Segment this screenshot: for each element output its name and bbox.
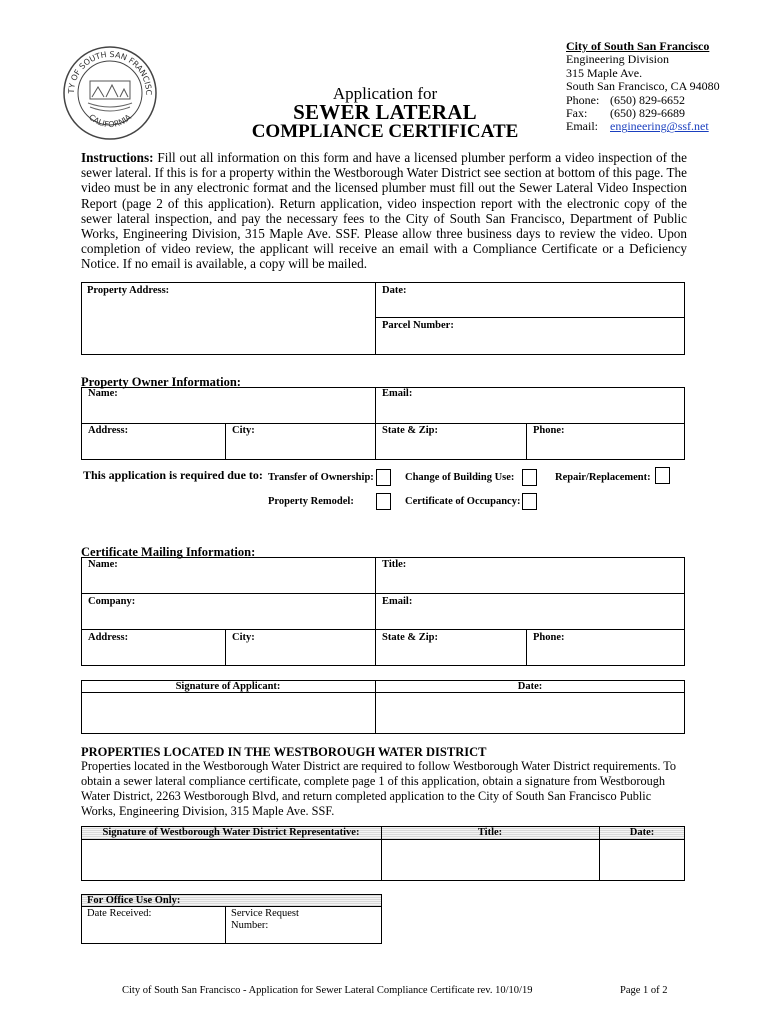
mailing-company-field[interactable]: Company:	[88, 596, 136, 607]
mailing-address-field[interactable]: Address:	[88, 632, 129, 643]
instructions	[81, 150, 687, 272]
applicant-date-field[interactable]: Date:	[517, 681, 543, 692]
contact-fax-row	[566, 107, 720, 120]
divider	[375, 557, 376, 666]
contact-division: Engineering Division	[566, 52, 669, 67]
mailing-name-field[interactable]: Name:	[88, 559, 118, 570]
divider	[375, 317, 685, 318]
mailing-title-field[interactable]: Title:	[382, 559, 407, 570]
contact-city: South San Francisco, CA 94080	[566, 79, 720, 94]
office-use-heading: For Office Use Only:	[87, 895, 181, 906]
certificate-occupancy-checkbox[interactable]	[522, 493, 537, 510]
contact-block	[566, 40, 720, 134]
service-request-number-field[interactable]: Number:	[231, 920, 269, 931]
form-title-line1: Application for	[332, 84, 438, 103]
email-label: Email:	[566, 119, 598, 134]
option-remodel-label: Property Remodel:	[268, 496, 354, 507]
mailing-city-field[interactable]: City:	[232, 632, 255, 643]
mailing-box	[81, 557, 685, 666]
westborough-signature-field[interactable]: Signature of Westborough Water District Representative:	[102, 827, 360, 838]
divider	[81, 593, 685, 594]
owner-city-field[interactable]: City:	[232, 425, 255, 436]
option-repair-label: Repair/Replacement:	[555, 472, 651, 483]
divider	[81, 839, 685, 840]
owner-heading: Property Owner Information:	[81, 375, 241, 389]
divider	[81, 692, 685, 693]
date-received-field[interactable]: Date Received:	[87, 908, 152, 919]
owner-address-field[interactable]: Address:	[88, 425, 129, 436]
owner-state-zip-field[interactable]: State & Zip:	[382, 425, 438, 436]
westborough-title-field[interactable]: Title:	[477, 827, 503, 838]
page-number: Page 1 of 2	[620, 985, 668, 996]
instructions-label: Instructions:	[81, 150, 154, 165]
divider	[81, 906, 382, 907]
divider	[225, 906, 226, 944]
westborough-text: Properties located in the Westborough Water District are required to follow Westborough Water District requirements. To obtain a sewer lateral compliance certificate, complete page 1 of this application, obtain a signature from Westborough Water District, 2263 Westborough Blvd, and return completed application to the City of South San Francisco Public Works, Engineering Division, 315 Maple Ave. SSF.	[81, 759, 677, 818]
divider	[526, 629, 527, 666]
parcel-number-field[interactable]: Parcel Number:	[382, 320, 454, 331]
divider	[225, 629, 226, 666]
fax-value: (650) 829-6689	[610, 106, 685, 121]
westborough-date-field[interactable]: Date:	[629, 827, 655, 838]
phone-value: (650) 829-6652	[610, 92, 685, 107]
divider	[81, 629, 685, 630]
form-title-line3: COMPLIANCE CERTIFICATE	[251, 121, 519, 142]
required-due-label: This application is required due to:	[83, 468, 263, 482]
change-building-use-checkbox[interactable]	[522, 469, 537, 486]
option-change-use-label: Change of Building Use:	[405, 472, 515, 483]
divider	[225, 423, 226, 460]
mailing-heading: Certificate Mailing Information:	[81, 545, 256, 559]
transfer-ownership-checkbox[interactable]	[376, 469, 391, 486]
fax-label: Fax:	[566, 106, 588, 121]
property-remodel-checkbox[interactable]	[376, 493, 391, 510]
mailing-phone-field[interactable]: Phone:	[533, 632, 565, 643]
phone-label: Phone:	[566, 92, 600, 107]
property-date-field[interactable]: Date:	[382, 285, 407, 296]
contact-phone-row	[566, 94, 720, 107]
instructions-text: Fill out all information on this form and have a licensed plumber perform a video inspection of the sewer lateral. If this is for a property within the Westborough Water District see section at bottom of this page. The video must be in any electronic format and the licensed plumber must fill out the Sewer Lateral Video Inspection Report (page 2 of this application). Return application, video inspection report with the electronic copy of the sewer lateral inspection, and pay the necessary fees to the City of South San Francisco, Department of Public Works, Engineering Division, 315 Maple Ave. SSF. Please allow three business days to review the video. Upon completion of video review, the applicant will receive an email with a Compliance Certificate or a Deficiency Notice. If no email is available, a copy will be mailed.	[81, 150, 687, 272]
divider	[375, 282, 376, 355]
footer-text: City of South San Francisco - Application for Sewer Lateral Compliance Certificate rev. 10/10/19	[122, 985, 533, 996]
service-request-label: Service Request	[231, 908, 299, 919]
divider	[526, 423, 527, 460]
city-seal	[62, 45, 158, 141]
divider	[375, 387, 376, 460]
westborough-heading: PROPERTIES LOCATED IN THE WESTBOROUGH WATER DISTRICT	[81, 745, 487, 759]
mailing-state-zip-field[interactable]: State & Zip:	[382, 632, 438, 643]
contact-street: 315 Maple Ave.	[566, 65, 643, 80]
form-title-line2: SEWER LATERAL	[293, 100, 477, 124]
svg-text:CALIFORNIA: CALIFORNIA	[86, 112, 134, 130]
contact-email-row	[566, 120, 720, 133]
property-address-field[interactable]: Property Address:	[87, 285, 170, 296]
owner-name-field[interactable]: Name:	[88, 388, 118, 399]
owner-email-field[interactable]: Email:	[382, 388, 413, 399]
mailing-email-field[interactable]: Email:	[382, 596, 413, 607]
option-occupancy-label: Certificate of Occupancy:	[405, 496, 521, 507]
applicant-signature-field[interactable]: Signature of Applicant:	[175, 681, 281, 692]
contact-org: City of South San Francisco	[566, 39, 710, 53]
owner-phone-field[interactable]: Phone:	[533, 425, 565, 436]
divider	[81, 423, 685, 424]
repair-replacement-checkbox[interactable]	[655, 467, 670, 484]
email-link[interactable]: engineering@ssf.net	[610, 119, 709, 134]
option-transfer-label: Transfer of Ownership:	[268, 472, 374, 483]
svg-text:CITY OF SOUTH SAN FRANCISCO: TY OF SOUTH SAN FRANCISC	[66, 49, 154, 96]
